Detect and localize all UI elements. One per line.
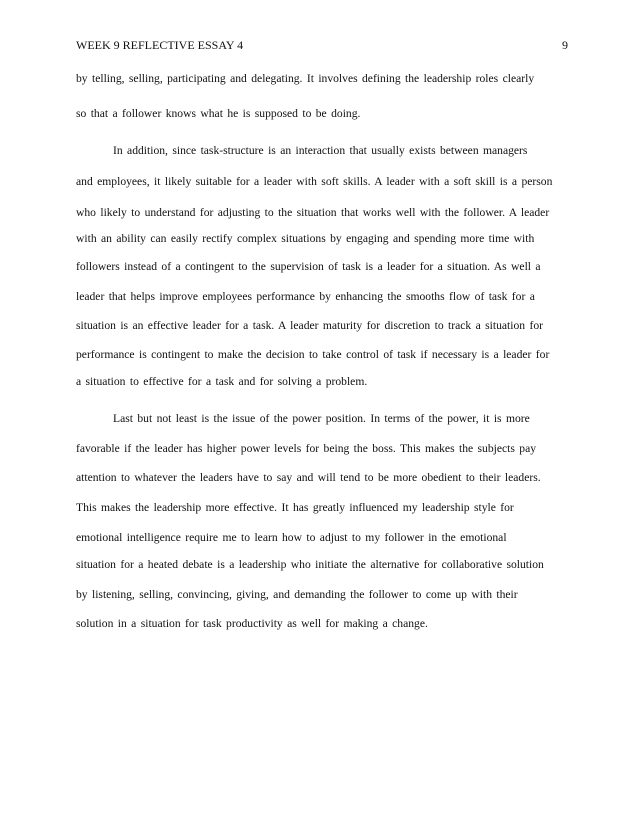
paragraph-first-line: In addition, since task-structure is an interaction that usually exists between managers xyxy=(113,144,528,157)
body-line: who likely to understand for adjusting to the situation that works well with the follower. A leader xyxy=(76,206,550,219)
body-line: by listening, selling, convincing, giving, and demanding the follower to come up with their xyxy=(76,588,518,601)
body-line: situation is an effective leader for a task. A leader maturity for discretion to track a situation for xyxy=(76,319,543,332)
body-line: favorable if the leader has higher power levels for being the boss. This makes the subjects pay xyxy=(76,442,537,455)
body-line: solution in a situation for task productivity as well for making a change. xyxy=(76,617,428,630)
body-line: and employees, it likely suitable for a leader with soft skills. A leader with a soft skill is a person xyxy=(76,175,553,188)
page-number: 9 xyxy=(562,38,568,52)
body-line: a situation to effective for a task and for solving a problem. xyxy=(76,375,368,388)
body-line: so that a follower knows what he is supposed to be doing. xyxy=(76,107,361,120)
page-header xyxy=(76,37,568,53)
body-line: by telling, selling, participating and delegating. It involves defining the leadership roles clearly xyxy=(76,72,535,85)
body-line: with an ability can easily rectify complex situations by engaging and spending more time with xyxy=(76,232,535,245)
body-line: performance is contingent to make the decision to take control of task if necessary is a leader for xyxy=(76,348,550,361)
body-line: emotional intelligence require me to learn how to adjust to my follower in the emotional xyxy=(76,531,507,544)
body-line: followers instead of a contingent to the supervision of task is a leader for a situation. As well a xyxy=(76,260,541,273)
body-line: situation for a heated debate is a leadership who initiate the alternative for collaborative solution xyxy=(76,558,544,571)
paragraph-first-line: Last but not least is the issue of the power position. In terms of the power, it is more xyxy=(113,412,530,425)
body-line: attention to whatever the leaders have to say and will tend to be more obedient to their leaders. xyxy=(76,471,541,484)
running-head: WEEK 9 REFLECTIVE ESSAY 4 xyxy=(76,38,244,52)
body-line: leader that helps improve employees performance by enhancing the smooths flow of task for a xyxy=(76,290,535,303)
body-line: This makes the leadership more effective. It has greatly influenced my leadership style for xyxy=(76,501,514,514)
